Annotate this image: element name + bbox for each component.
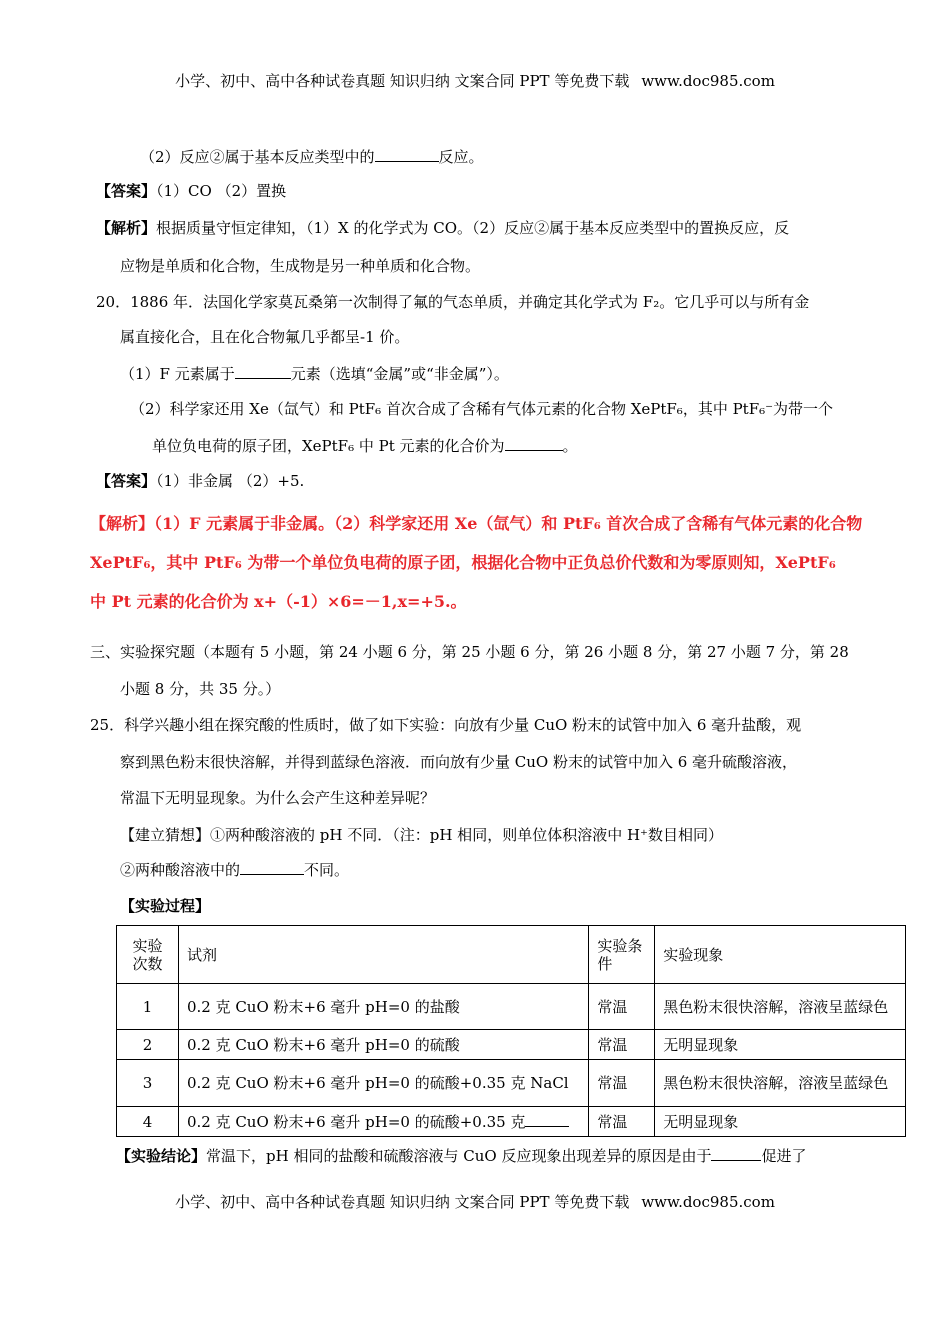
table-header-row [117, 926, 906, 984]
cell-result: 无明显现象 [655, 1030, 906, 1060]
q19-analysis-line1 [96, 218, 789, 238]
experiment-table [116, 925, 906, 1137]
conclusion-tag: 【实验结论】 [116, 1147, 207, 1165]
q25-process-tag: 【实验过程】 [120, 897, 211, 915]
q19-part2 [140, 147, 484, 167]
q19-answer [96, 181, 286, 201]
q25-hypothesis-2 [120, 860, 349, 880]
q25-stem-line3: 常温下无明显现象。为什么会产生这种差异呢？ [120, 789, 436, 807]
cell-reagent: 0.2 克 CuO 粉末+6 毫升 pH=0 的硫酸+0.35 克 [186, 1113, 526, 1131]
q25-conclusion [116, 1146, 806, 1166]
q20-stem-line2: 属直接化合，且在化合物氟几乎都呈-1 价。 [120, 328, 410, 346]
footer-text: 小学、初中、高中各种试卷真题 知识归纳 文案合同 PPT 等免费下载 [175, 1193, 630, 1211]
cell-cond: 常温 [589, 1060, 655, 1107]
hypothesis-2-text: ②两种酸溶液中的 [120, 861, 241, 879]
q20-part1-text: （1）F 元素属于 [120, 365, 235, 383]
q20-analysis-text1: （1）F 元素属于非金属。（2）科学家还用 Xe（氙气）和 PtF₆ 首次合成了含稀有气体元素的化合物 [154, 514, 863, 533]
cell-result: 黑色粉末很快溶解，溶液呈蓝绿色 [655, 1060, 906, 1107]
table-row [117, 984, 906, 1030]
q20-part2-text: 单位负电荷的原子团，XePtF₆ 中 Pt 元素的化合价为 [152, 437, 505, 455]
analysis-tag: 【解析】 [90, 514, 155, 533]
cell-result: 无明显现象 [655, 1107, 906, 1137]
table-row [117, 1107, 906, 1137]
q19-part2-blank [375, 147, 439, 162]
q20-answer-text: （1）非金属 （2）+5. [156, 472, 305, 490]
answer-tag: 【答案】 [96, 472, 157, 490]
q20-analysis-line1 [90, 514, 862, 534]
q25-stem-line2: 察到黑色粉末很快溶解，并得到蓝绿色溶液．而向放有少量 CuO 粉末的试管中加入 6 毫升硫酸溶液， [120, 753, 798, 771]
hypothesis-2-text-end: 不同。 [304, 861, 350, 879]
cell-cond: 常温 [589, 984, 655, 1030]
conclusion-text: 常温下，pH 相同的盐酸和硫酸溶液与 CuO 反应现象出现差异的原因是由于 [206, 1147, 712, 1165]
cell-cond: 常温 [589, 1030, 655, 1060]
cell-result: 黑色粉末很快溶解，溶液呈蓝绿色 [655, 984, 906, 1030]
q19-analysis-text1: 根据质量守恒定律知，（1）X 的化学式为 CO。（2）反应②属于基本反应类型中的置换反应，反 [156, 219, 790, 237]
q19-part2-text: （2）反应②属于基本反应类型中的 [140, 148, 375, 166]
q20-part2-line1: （2）科学家还用 Xe（氙气）和 PtF₆ 首次合成了含稀有气体元素的化合物 XePtF₆，其中 PtF₆⁻为带一个 [130, 400, 834, 418]
q25-hypothesis-1 [120, 825, 723, 845]
cell-reagent: 0.2 克 CuO 粉末+6 毫升 pH=0 的硫酸+0.35 克 NaCl [178, 1060, 588, 1107]
section3-title-line2: 小题 8 分，共 35 分。） [120, 680, 281, 698]
cell-no: 1 [117, 984, 179, 1030]
analysis-tag: 【解析】 [96, 219, 157, 237]
q19-answer-text: （1）CO （2）置换 [156, 182, 287, 200]
header-cell-result: 实验现象 [655, 926, 906, 984]
cell-reagent: 0.2 克 CuO 粉末+6 毫升 pH=0 的硫酸 [178, 1030, 588, 1060]
header-cell-reagent: 试剂 [178, 926, 588, 984]
q20-answer [96, 471, 304, 491]
q20-part1-blank [235, 364, 291, 379]
page-header [0, 70, 950, 91]
q20-analysis-line2: XePtF₆，其中 PtF₆ 为带一个单位负电荷的原子团，根据化合物中正负总价代数和为零原则知，XePtF₆ [90, 553, 836, 572]
q19-part2-text-end: 反应。 [438, 148, 484, 166]
table-row [117, 1060, 906, 1107]
header-cell-cond: 实验条件 [589, 926, 655, 984]
header-url[interactable]: www.doc985.com [641, 72, 775, 90]
footer-url[interactable]: www.doc985.com [641, 1193, 775, 1211]
q20-part2-line2 [152, 436, 578, 456]
reagent-blank [525, 1112, 569, 1127]
table-row [117, 1030, 906, 1060]
header-text: 小学、初中、高中各种试卷真题 知识归纳 文案合同 PPT 等免费下载 [175, 72, 630, 90]
q20-part1 [120, 364, 509, 384]
conclusion-blank [711, 1146, 761, 1161]
cell-reagent: 0.2 克 CuO 粉末+6 毫升 pH=0 的盐酸 [178, 984, 588, 1030]
hypothesis-1-text: ①两种酸溶液的 pH 不同．（注：pH 相同，则单位体积溶液中 H⁺数目相同） [210, 826, 723, 844]
cell-no: 4 [117, 1107, 179, 1137]
q20-part2-text-end: 。 [562, 437, 578, 455]
q19-analysis-line2: 应物是单质和化合物，生成物是另一种单质和化合物。 [120, 257, 481, 275]
answer-tag: 【答案】 [96, 182, 157, 200]
cell-no: 2 [117, 1030, 179, 1060]
page-footer [0, 1191, 950, 1212]
hypothesis-2-blank [240, 860, 304, 875]
conclusion-text-end: 促进了 [761, 1147, 807, 1165]
hypothesis-tag: 【建立猜想】 [120, 826, 211, 844]
q25-stem-line1: 25．科学兴趣小组在探究酸的性质时，做了如下实验：向放有少量 CuO 粉末的试管中加入 6 毫升盐酸，观 [90, 716, 802, 734]
q20-stem-line1: 20．1886 年．法国化学家莫瓦桑第一次制得了氟的气态单质，并确定其化学式为 F₂。它几乎可以与所有金 [96, 293, 810, 311]
section3-title-line1: 三、实验探究题（本题有 5 小题，第 24 小题 6 分，第 25 小题 6 分，第 26 小题 8 分，第 27 小题 7 分，第 28 [90, 643, 849, 661]
q20-analysis-line3: 中 Pt 元素的化合价为 x+（-1）×6=－1,x=+5.。 [90, 592, 467, 611]
cell-cond: 常温 [589, 1107, 655, 1137]
cell-no: 3 [117, 1060, 179, 1107]
header-cell-no: 实验次数 [117, 926, 179, 984]
q20-part1-text-end: 元素（选填“金属”或“非金属”）。 [290, 365, 509, 383]
cell-reagent-with-blank [178, 1107, 588, 1137]
q20-part2-blank [505, 436, 563, 451]
